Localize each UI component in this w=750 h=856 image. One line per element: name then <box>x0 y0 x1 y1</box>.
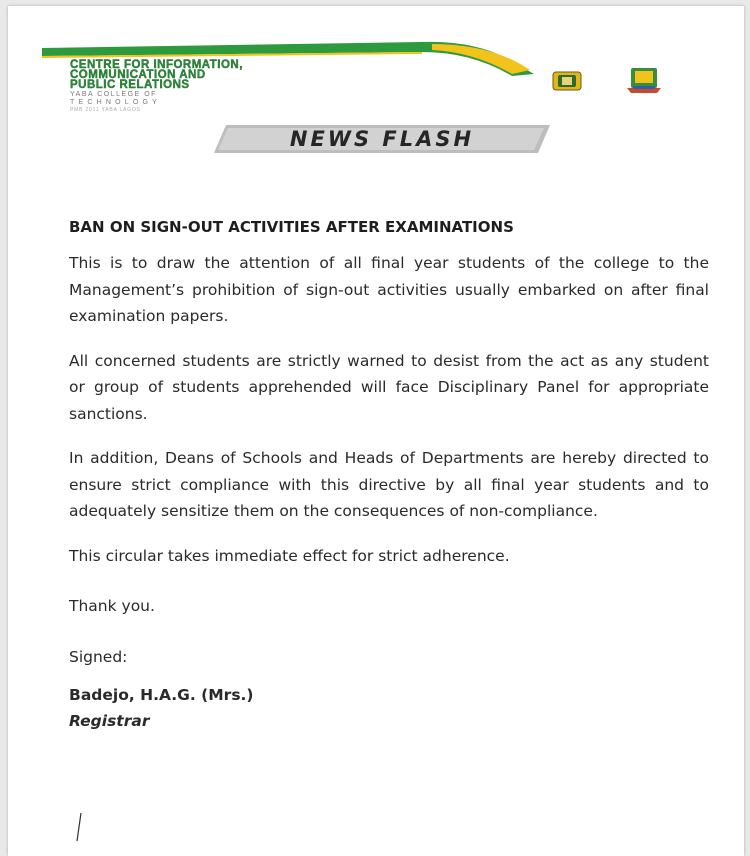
notice-paragraph-3: In addition, Deans of Schools and Heads of Departments are hereby directed to ensure strict compliance with this directive by all final year students and to adequately sensitize them on the consequences of non-compliance. <box>69 449 709 520</box>
notice-paragraph-2: All concerned students are strictly warned to desist from the act as any student or group of students apprehended will face Disciplinary Panel for appropriate sanctions. <box>69 351 709 423</box>
signed-label: Signed: <box>69 647 128 666</box>
signer-name: Badejo, H.A.G. (Mrs.) <box>69 686 254 704</box>
letterhead <box>42 38 722 118</box>
notice-paragraph-1: This is to draw the attention of all final year students of the college to the Management’s prohibition of sign-out activities usually embarked on after final examination papers. <box>69 254 709 325</box>
signature-mark <box>74 811 84 845</box>
news-flash-banner <box>214 124 550 154</box>
letterhead-line-3: PUBLIC RELATIONS <box>70 79 190 91</box>
institution-line-2: TECHNOLOGY <box>70 99 162 106</box>
letterhead-line-1: CENTRE FOR INFORMATION, <box>70 59 243 71</box>
institution-address: PMB 2011 YABA LAGOS <box>70 107 141 113</box>
notice-paragraph-4: This circular takes immediate effect for strict adherence. <box>69 546 510 565</box>
notice-body <box>69 214 709 734</box>
letterhead-title <box>70 60 410 114</box>
signer-title: Registrar <box>69 712 150 730</box>
news-flash-label: NEWS FLASH <box>289 127 475 151</box>
college-crest-icon <box>552 70 582 92</box>
letterhead-line-2: COMMUNICATION AND <box>70 69 206 81</box>
college-anniversary-logo-icon <box>627 66 661 94</box>
notice-headline: BAN ON SIGN-OUT ACTIVITIES AFTER EXAMINATIONS <box>69 218 514 236</box>
document-page <box>8 6 744 856</box>
closing-text: Thank you. <box>69 597 155 615</box>
institution-line-1: YABA COLLEGE OF <box>70 91 157 98</box>
